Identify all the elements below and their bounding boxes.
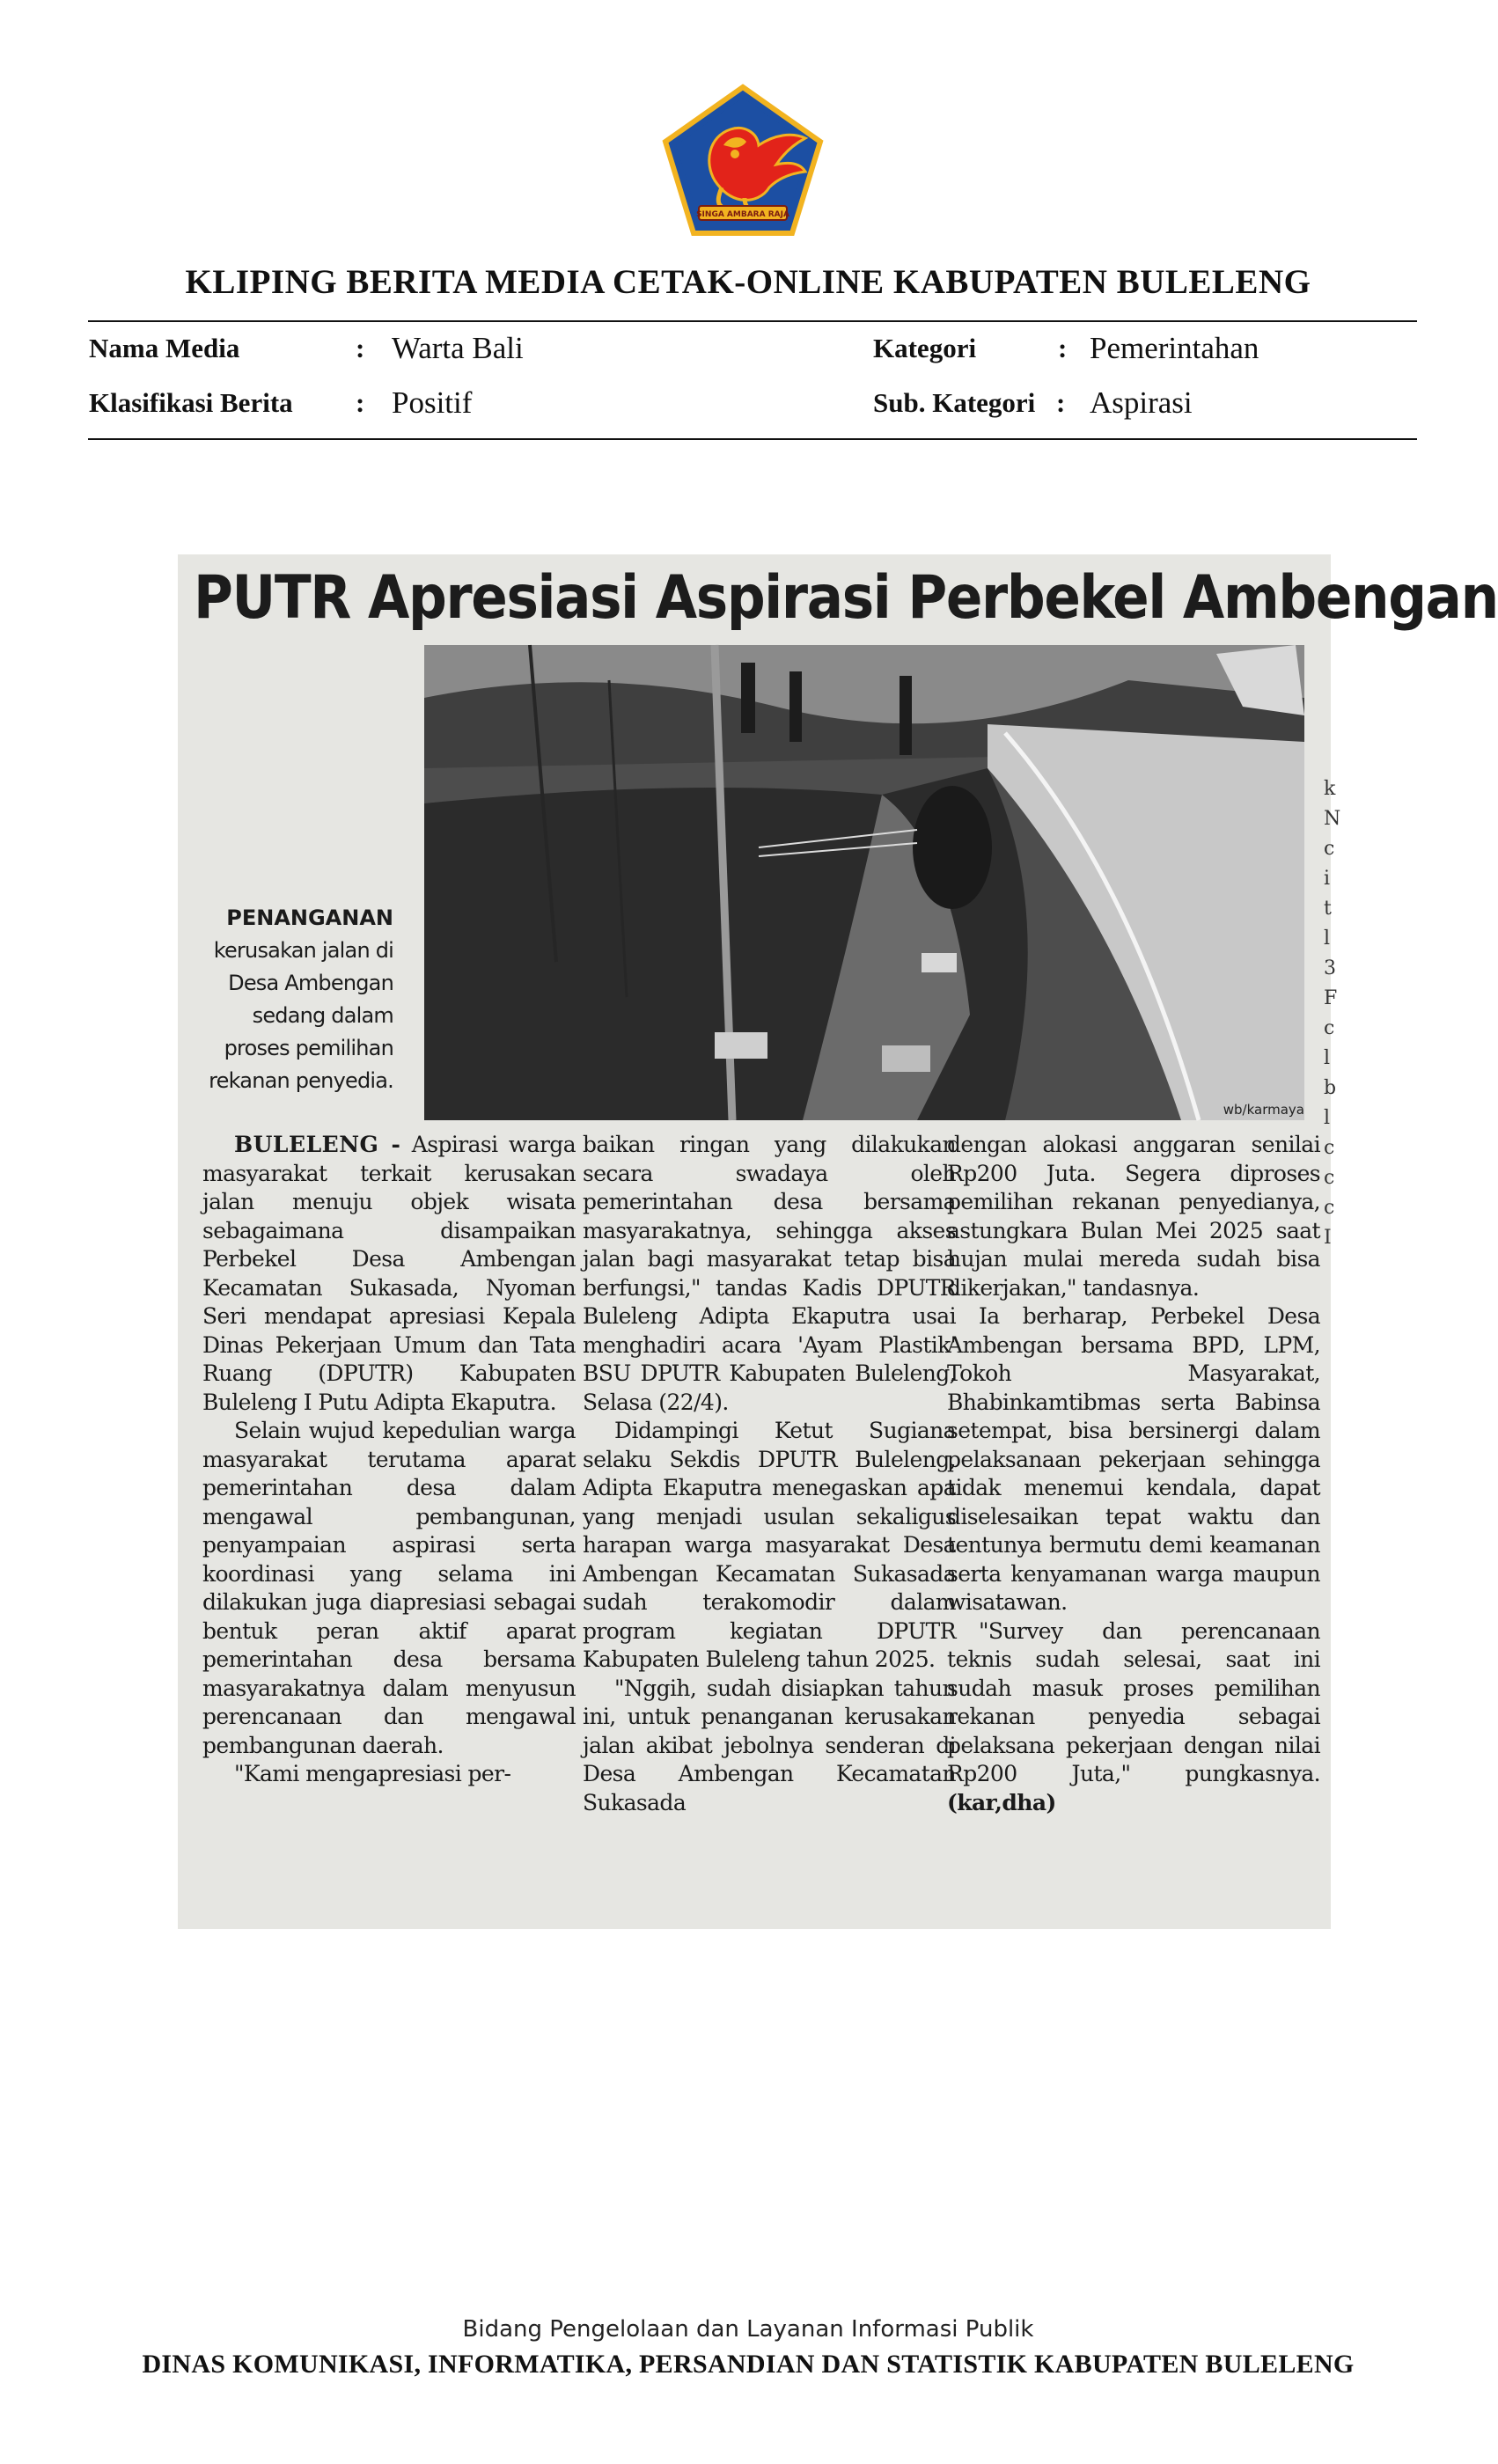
- article-column-3: [947, 1131, 1320, 1905]
- paragraph: baikan ringan yang dilakukan secara swadaya oleh pemerintahan desa bersama masyarakatnya, sehingga akses jalan bagi masyarakat tetap bisa berfungsi," tandas Kadis DPUTR Buleleng Adipta Ekaputra usai menghadiri acara 'Ayam Plastik' BSU DPUTR Kabupaten Buleleng, Selasa (22/4).: [583, 1132, 956, 1415]
- article-column-1: [202, 1131, 576, 1905]
- caption-lead: PENANGANAN: [226, 906, 393, 930]
- document-title: KLIPING BERITA MEDIA CETAK-ONLINE KABUPATEN BULELENG: [185, 263, 1311, 301]
- article-column-2: [583, 1131, 956, 1905]
- paragraph: "Nggih, sudah disiapkan tahun ini, untuk penanganan kerusakan jalan akibat jebolnya senderan di Desa Ambengan Kecamatan Sukasada: [583, 1675, 956, 1815]
- kategori-value: Pemerintahan: [1090, 331, 1259, 365]
- footer-agency: DINAS KOMUNIKASI, INFORMATIKA, PERSANDIAN DAN STATISTIK KABUPATEN BULELENG: [142, 2350, 1355, 2379]
- klasifikasi-berita-label: Klasifikasi Berita: [89, 387, 293, 418]
- paragraph: "Kami mengapresiasi per-: [234, 1761, 511, 1786]
- photo-caption: [195, 902, 393, 1097]
- paragraph: Aspirasi warga masyarakat terkait kerusakan jalan menuju objek wisata sebagaimana disampaikan Perbekel Desa Ambengan Kecamatan Sukasada, Nyoman Seri mendapat apresiasi Kepala Dinas Pekerjaan Umum dan Tata Ruang (DPUTR) Kabupaten Buleleng I Putu Adipta Ekaputra.: [202, 1132, 576, 1415]
- nama-media-value: Warta Bali: [392, 331, 524, 365]
- meta-colon: :: [356, 387, 365, 418]
- article-headline: PUTR Apresiasi Aspirasi Perbekel Ambengan: [194, 563, 1498, 633]
- paragraph: Ia berharap, Perbekel Desa Ambengan bersama BPD, LPM, Tokoh Masyarakat, Bhabinkamtibmas serta Babinsa setempat, bisa bersinergi dalam pelaksanaan pekerjaan sehingga tidak menemui kendala, dapat diselesaikan tepat waktu dan tentunya bermutu demi keamanan serta kenyamanan warga maupun wisatawan.: [947, 1303, 1320, 1615]
- sub-kategori-value: Aspirasi: [1090, 385, 1193, 420]
- newspaper-clipping: [178, 554, 1498, 1929]
- kategori-label: Kategori: [873, 333, 977, 363]
- header-divider: [88, 320, 1417, 322]
- nama-media-label: Nama Media: [89, 333, 240, 363]
- meta-colon: :: [1058, 333, 1068, 363]
- article-photo: [424, 645, 1304, 1120]
- photo-credit: wb/karmaya: [1223, 1102, 1304, 1118]
- paragraph: Didampingi Ketut Sugiana selaku Sekdis DPUTR Buleleng, Adipta Ekaputra menegaskan apa yang menjadi usulan sekaligus harapan warga masyarakat Desa Ambengan Kecamatan Sukasada sudah terakomodir dalam program kegiatan DPUTR Kabupaten Buleleng tahun 2025.: [583, 1418, 956, 1672]
- paragraph: dengan alokasi anggaran senilai Rp200 Juta. Segera diproses pemilihan rekanan penyedianya, astungkara Bulan Mei 2025 saat hujan mulai mereda sudah bisa dikerjakan," tandasnya.: [947, 1132, 1320, 1301]
- author-signoff: (kar,dha): [947, 1789, 1056, 1815]
- paragraph: "Survey dan perencanaan teknis sudah selesai, saat ini sudah masuk proses pemilihan rekanan penyedia sebagai pelaksana pekerjaan dengan nilai Rp200 Juta," pungkasnya.: [947, 1617, 1320, 1786]
- paragraph: Selain wujud kepedulian warga masyarakat terutama aparat pemerintahan desa dalam mengawal pembangunan, penyampaian aspirasi serta koordinasi yang selama ini dilakukan juga diapresiasi sebagai bentuk peran aktif aparat pemerintahan desa bersama masyarakatnya dalam menyusun perencanaan dan mengawal pembangunan daerah.: [202, 1418, 576, 1758]
- footer-department: Bidang Pengelolaan dan Layanan Informasi Publik: [462, 2316, 1034, 2343]
- adjacent-article-fragment: k N c i t l 3 F c l b l c c c I: [1324, 778, 1341, 1249]
- meta-colon: :: [356, 333, 365, 363]
- meta-divider: [88, 438, 1417, 440]
- singa-ambara-raja-logo: [660, 84, 826, 238]
- sub-kategori-label: Sub. Kategori: [873, 387, 1036, 418]
- meta-colon: :: [1056, 387, 1066, 418]
- dateline: BULELENG -: [234, 1132, 401, 1157]
- logo-banner-text: SINGA AMBARA RAJA: [696, 210, 789, 219]
- caption-text: kerusakan jalan di Desa Ambengan sedang dalam proses pemilihan rekanan penyedia.: [209, 938, 393, 1093]
- klasifikasi-berita-value: Positif: [392, 385, 473, 420]
